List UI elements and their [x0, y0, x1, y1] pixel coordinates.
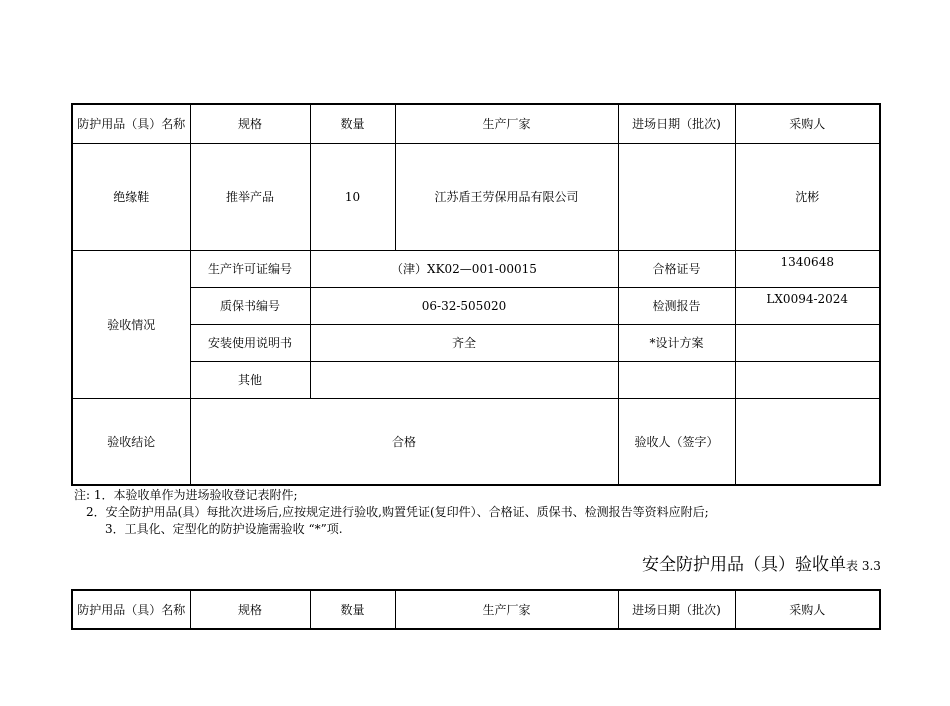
item-row [72, 143, 880, 250]
header-maker: 生产厂家 [395, 104, 618, 143]
notes [74, 487, 709, 538]
acceptance-row-warranty [72, 287, 880, 324]
form-title-main: 安全防护用品（具）验收单 [642, 555, 846, 575]
conclusion-value: 合格 [190, 398, 618, 485]
form-title-suffix: 表 3.3 [846, 559, 881, 573]
second-header-buyer: 采购人 [735, 590, 880, 629]
header-row [72, 104, 880, 143]
header-name: 防护用品（具）名称 [72, 104, 190, 143]
license-label: 生产许可证编号 [190, 250, 310, 287]
second-header-row [72, 590, 880, 629]
note-1: 注: 1．本验收单作为进场验收登记表附件; [74, 488, 298, 502]
acceptance-row-other [72, 361, 880, 398]
header-buyer: 采购人 [735, 104, 880, 143]
report-label: 检测报告 [618, 287, 735, 324]
form-title [642, 550, 881, 575]
second-header-qty: 数量 [310, 590, 395, 629]
acceptance-row-license [72, 250, 880, 287]
manual-value: 齐全 [310, 324, 618, 361]
note-3: 3．工具化、定型化的防护设施需验收 “*”项. [105, 522, 343, 536]
acceptance-label: 验收情况 [72, 250, 190, 398]
cert-value: 1340648 [735, 250, 880, 287]
other-extra-2 [735, 361, 880, 398]
item-name: 绝缘鞋 [72, 143, 190, 250]
second-form-table [71, 589, 881, 630]
second-header-spec: 规格 [190, 590, 310, 629]
header-spec: 规格 [190, 104, 310, 143]
design-value [735, 324, 880, 361]
second-header-date: 进场日期（批次) [618, 590, 735, 629]
other-value [310, 361, 618, 398]
manual-label: 安装使用说明书 [190, 324, 310, 361]
second-header-maker: 生产厂家 [395, 590, 618, 629]
other-label: 其他 [190, 361, 310, 398]
cert-label: 合格证号 [618, 250, 735, 287]
inspector-label: 验收人（签字） [618, 398, 735, 485]
header-qty: 数量 [310, 104, 395, 143]
note-2: 2．安全防护用品(具）每批次进场后,应按规定进行验收,购置凭证(复印件）、合格证、质保书、检测报告等资料应附后; [86, 505, 709, 519]
inspector-signature [735, 398, 880, 485]
item-qty: 10 [310, 143, 395, 250]
design-label: *设计方案 [618, 324, 735, 361]
conclusion-row [72, 398, 880, 485]
item-date [618, 143, 735, 250]
license-value: （津）XK02—001-00015 [310, 250, 618, 287]
other-extra-1 [618, 361, 735, 398]
item-buyer: 沈彬 [735, 143, 880, 250]
acceptance-form-table [71, 103, 881, 486]
warranty-label: 质保书编号 [190, 287, 310, 324]
item-spec: 推举产品 [190, 143, 310, 250]
item-maker: 江苏盾王劳保用品有限公司 [395, 143, 618, 250]
header-date: 进场日期（批次) [618, 104, 735, 143]
warranty-value: 06-32-505020 [310, 287, 618, 324]
conclusion-label: 验收结论 [72, 398, 190, 485]
report-value: LX0094-2024 [735, 287, 880, 324]
second-header-name: 防护用品（具）名称 [72, 590, 190, 629]
acceptance-row-manual [72, 324, 880, 361]
